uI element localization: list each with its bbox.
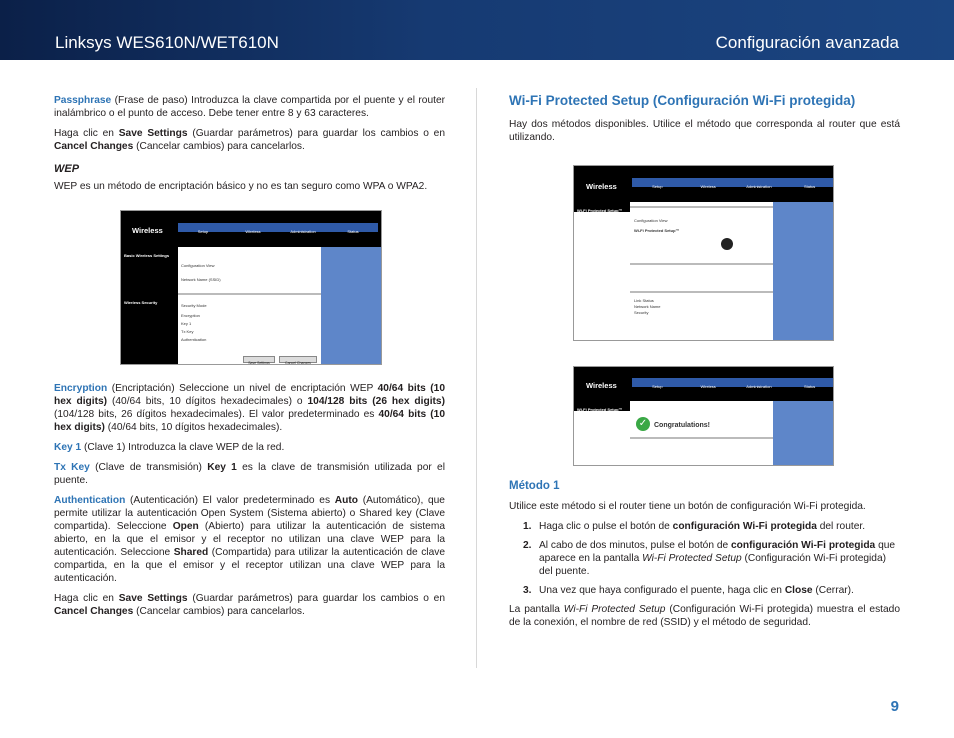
- wep-settings-screenshot: Wireless Setup Wireless Administration Status Basic Wireless Settings Wireless Security Configuration View Network Name (SSID) Security Mode Encryption Key 1 Tx Key Authentication Save Settings Cancel Changes: [120, 210, 382, 365]
- success-check-icon: ✓: [636, 417, 650, 431]
- wps-logo-icon: [721, 238, 733, 250]
- method1-intro: Utilice este método si el router tiene un botón de configuración Wi-Fi protegida.: [509, 501, 866, 512]
- wps-heading: Wi-Fi Protected Setup (Configuración Wi-Fi protegida): [509, 93, 856, 108]
- encryption-paragraph: Encryption (Encriptación) Seleccione un nivel de encriptación WEP 40/64 bits (10 hex digits) (40/64 bits, 10 dígitos hexadecimales) o 104/128 bits (26 hex digits) (104/128 bits, 26 dígitos hexadecimales). El valor predeterminado es 40/64 bits (10 hex digits) (40/64 bits, 10 dígitos hexadecimales).: [54, 383, 445, 433]
- wps-success-screenshot: Wireless Setup Wireless Administration Status Wi-Fi Protected Setup™ ✓ Congratulations!: [573, 366, 834, 466]
- method1-steps: [509, 520, 900, 597]
- authentication-paragraph: Authentication (Autenticación) El valor predeterminado es Auto (Automático), que permite utilizar la autenticación Open System (Sistema abierto) o Shared key (Clave compartida). Seleccione Open (Abierto) para utilizar la autenticación de sistema abierto, en la que el emisor y el receptor no utilizan una clave WEP para la autenticación. Seleccione Shared (Compartida) para utilizar la autenticación de clave compartida, en la que el emisor y el receptor utilizan una clave WEP para la autenticación.: [54, 495, 445, 584]
- list-item: 2. Al cabo de dos minutos, pulse el botón de configuración Wi-Fi protegida que aparece en la pantalla Wi-Fi Protected Setup (Configuración Wi-Fi protegida) del puente.: [523, 540, 896, 577]
- save-paragraph-2: Haga clic en Save Settings (Guardar parámetros) para guardar los cambios o en Cancel Changes (Cancelar cambios) para cancelarlos.: [54, 593, 445, 617]
- wps-intro: Hay dos métodos disponibles. Utilice el método que corresponda al router que está utilizando.: [509, 119, 900, 143]
- screenshot-brand: Wireless: [132, 226, 163, 235]
- list-item: 3. Una vez que haya configurado el puente, haga clic en Close (Cerrar).: [523, 585, 854, 596]
- final-paragraph: La pantalla Wi-Fi Protected Setup (Configuración Wi-Fi protegida) muestra el estado de la conexión, el nombre de red (SSID) y el método de seguridad.: [509, 604, 900, 628]
- passphrase-paragraph: Passphrase (Frase de paso) Introduzca la clave compartida por el puente y el router inalámbrico o el punto de acceso. Debe tener entre 8 y 63 caracteres.: [54, 95, 445, 119]
- txkey-paragraph: Tx Key (Clave de transmisión) Key 1 es la clave de transmisión utilizada por el puente.: [54, 462, 445, 486]
- method1-heading: Método 1: [509, 480, 560, 492]
- page-number: 9: [890, 698, 899, 715]
- wep-heading: WEP: [54, 163, 80, 175]
- section-title: Configuración avanzada: [715, 33, 899, 52]
- save-paragraph-1: Haga clic en Save Settings (Guardar parámetros) para guardar los cambios o en Cancel Changes (Cancelar cambios) para cancelarlos.: [54, 128, 445, 152]
- key1-paragraph: Key 1 (Clave 1) Introduzca la clave WEP de la red.: [54, 442, 285, 453]
- page-header: [0, 0, 954, 60]
- column-divider: [476, 88, 477, 668]
- left-column: [54, 94, 445, 625]
- wps-setup-screenshot: Wireless Setup Wireless Administration Status Wi-Fi Protected Setup™ Configuration View Wi-Fi Protected Setup™ Link Status Network Name Security: [573, 165, 834, 341]
- product-title: Linksys WES610N/WET610N: [55, 33, 279, 52]
- right-column: [509, 94, 900, 636]
- wep-paragraph: WEP es un método de encriptación básico y no es tan seguro como WPA o WPA2.: [54, 181, 428, 192]
- list-item: 1. Haga clic o pulse el botón de configuración Wi-Fi protegida del router.: [523, 521, 866, 532]
